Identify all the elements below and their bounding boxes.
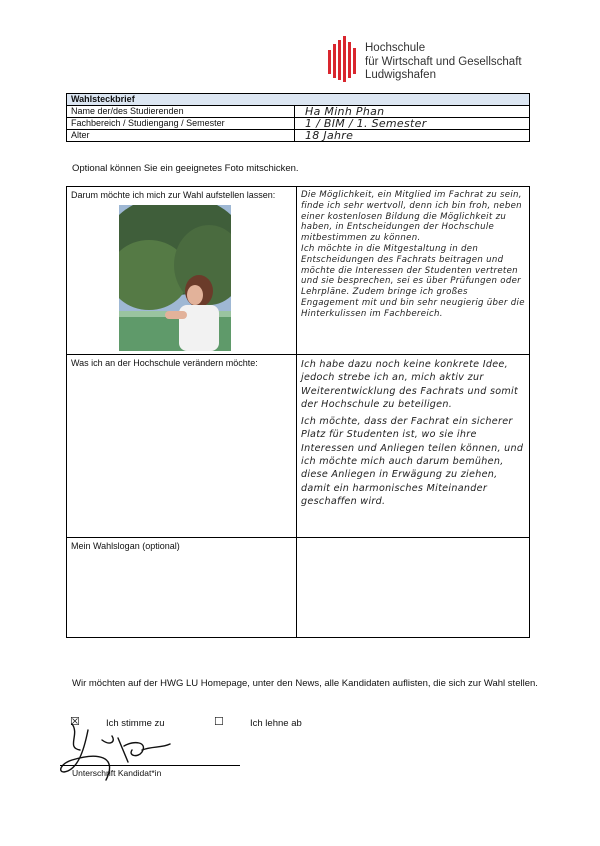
info-header-row [67,94,530,106]
reason-answer[interactable] [297,187,530,355]
signature-line [60,765,240,766]
change-paragraph-2: Ich möchte, dass der Fachrat ein sicherer Platz für Studenten ist, wo sie ihre Interessen und Anliegen teilen können, und ich möchte mich auch darum bemühen, diese Anliegen in Erwägung zu ziehen, damit ein harmonisches Miteinander geschaffen wird. [301,416,524,507]
decline-label: Ich lehne ab [250,718,302,729]
slogan-label: Mein Wahlslogan (optional) [67,538,297,638]
institution-line-1: Hochschule [365,42,426,54]
program-field[interactable]: 1 / BIM / 1. Semester [295,118,530,130]
program-row [67,118,530,130]
reason-paragraph-2: Ich möchte in die Mitgestaltung in den Entscheidungen des Fachrats beitragen und möchte die Interessen der Studenten vertreten und sie besprechen, sei es über Prüfungen oder Lehrpläne. Zudem bringe ich großes Engagement mit und bin sehr neugierig über die Hinterkulissen im Fachbereich. [301,243,525,319]
program-label: Fachbereich / Studiengang / Semester [67,118,295,130]
candidate-statement-table [66,186,530,638]
reason-label: Darum möchte ich mich zur Wahl aufstellen lassen: [71,190,276,200]
change-paragraph-1: Ich habe dazu noch keine konkrete Idee, jedoch strebe ich an, mich aktiv zur Weiterentwicklung des Fachrats und somit der Hochschule zu beteiligen. [301,359,519,410]
logo-bars-icon [328,36,362,84]
change-row [67,355,530,538]
institution-name [365,42,522,83]
form-title: Wahlsteckbrief [67,94,530,106]
reason-cell [67,187,297,355]
institution-line-3: Ludwigshafen [365,69,436,81]
name-label: Name der/des Studierenden [67,106,295,118]
change-label: Was ich an der Hochschule verändern möchte: [67,355,297,538]
change-answer[interactable] [297,355,530,538]
agree-checkbox[interactable]: ☒ [70,716,80,728]
age-row [67,130,530,142]
optional-photo-note: Optional können Sie ein geeignetes Foto mitschicken. [72,163,299,174]
candidate-photo [119,205,231,351]
slogan-row [67,538,530,638]
institution-line-2: für Wirtschaft und Gesellschaft [365,55,522,68]
age-label: Alter [67,130,295,142]
institution-logo [328,36,538,86]
signature-label: Unterschrift Kandidat*in [72,768,162,778]
slogan-field[interactable] [297,538,530,638]
agree-label: Ich stimme zu [106,718,165,729]
decline-checkbox[interactable]: ☐ [214,716,224,728]
homepage-note: Wir möchten auf der HWG LU Homepage, unter den News, alle Kandidaten auflisten, die sich zur Wahl stellen. [72,678,538,689]
candidate-info-table [66,93,530,142]
signature-icon [58,720,178,790]
reason-row [67,187,530,355]
name-row [67,106,530,118]
reason-paragraph-1: Die Möglichkeit, ein Mitglied im Fachrat zu sein, finde ich sehr wertvoll, denn ich bin froh, neben einer kostenlosen Bildung die Möglichkeit zu haben, in Entscheidungen der Hochschule mitbestimmen zu können. [301,190,522,244]
name-field[interactable]: Ha Minh Phan [295,106,530,118]
age-field[interactable]: 18 Jahre [295,130,530,142]
